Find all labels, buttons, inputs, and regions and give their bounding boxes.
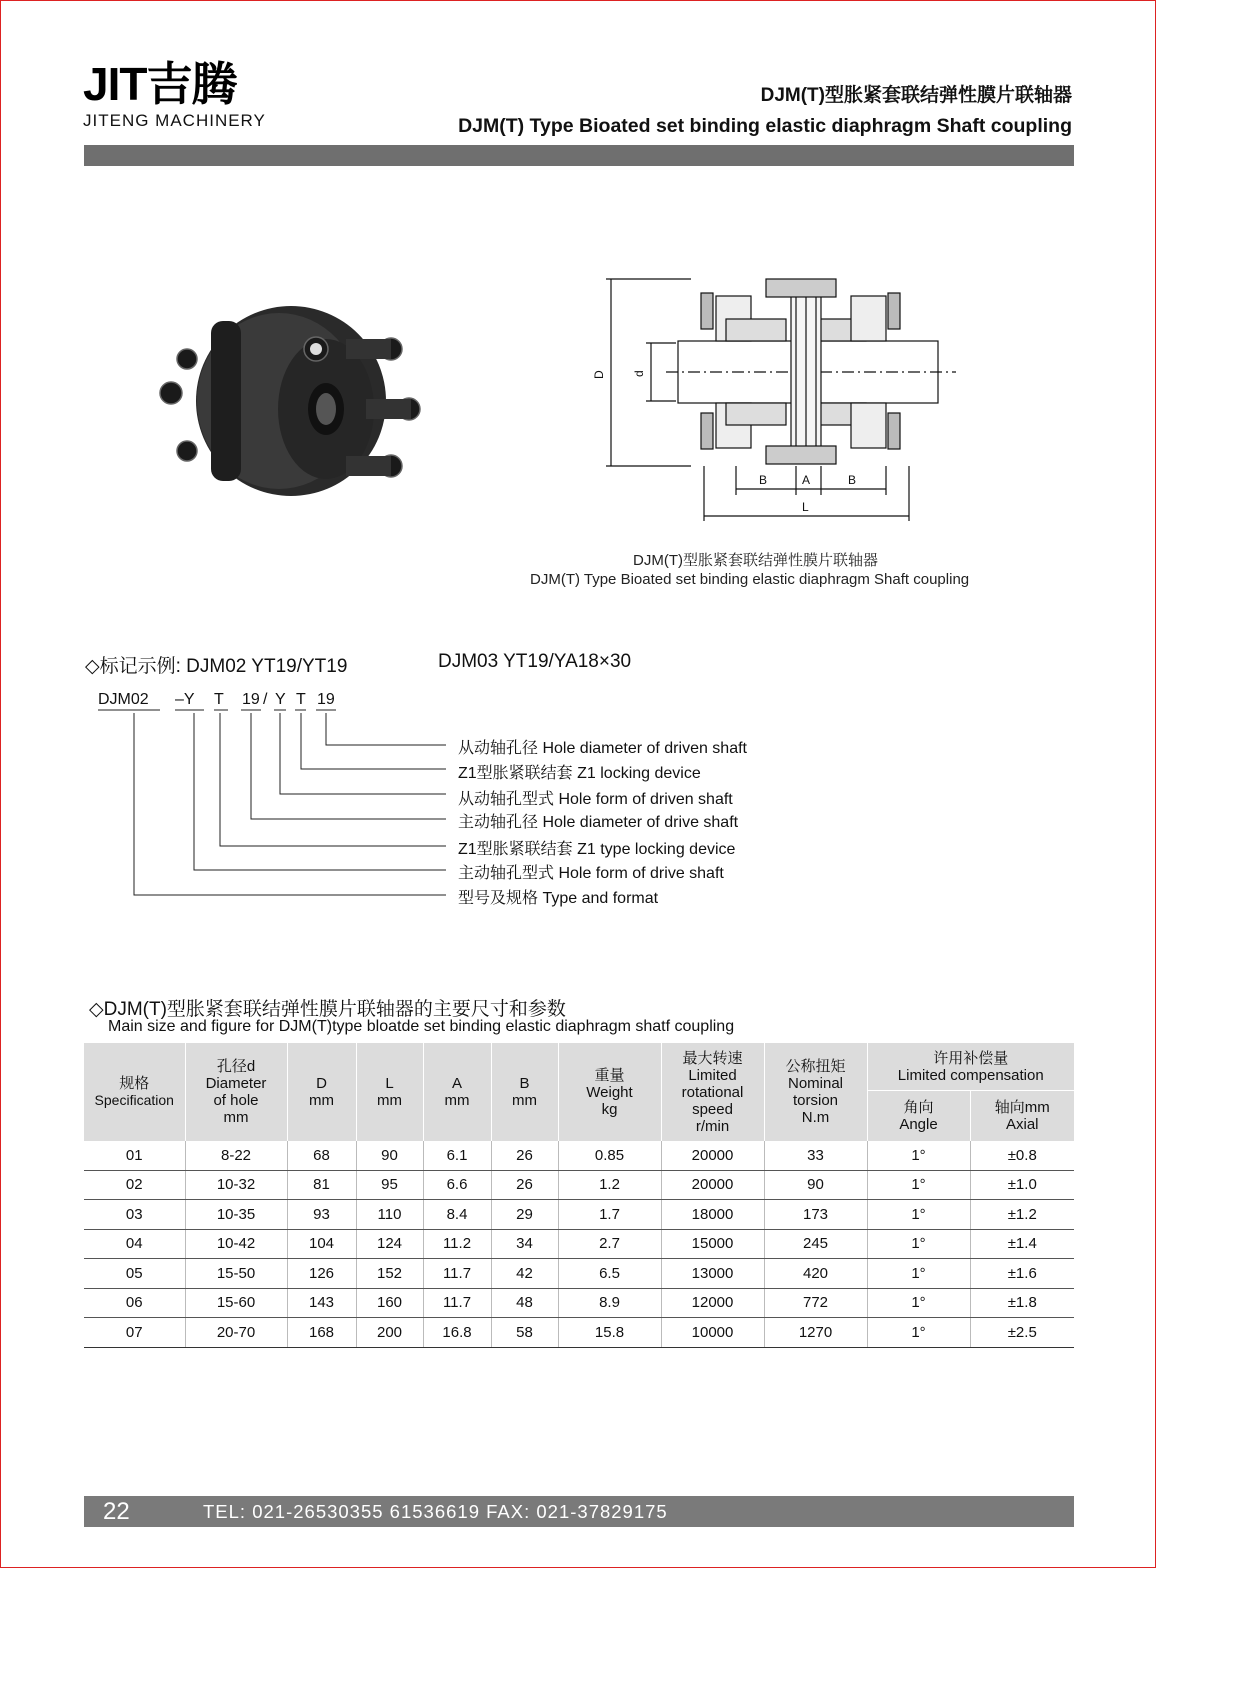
dim-d-label: d <box>632 370 646 377</box>
figure-caption-en: DJM(T) Type Bioated set binding elastic diaphragm Shaft coupling <box>530 571 970 588</box>
code-part-drive-hole-form: –Y <box>175 691 195 708</box>
cell-speed: 18000 <box>661 1200 764 1230</box>
cell-torsion: 90 <box>764 1170 867 1200</box>
cell-D: 68 <box>287 1141 356 1170</box>
cell-speed: 20000 <box>661 1170 764 1200</box>
header-speed-line5: r/min <box>695 1117 730 1135</box>
header-hole <box>185 1043 287 1141</box>
cell-B: 26 <box>491 1170 558 1200</box>
header-D-line2: mm <box>309 1092 334 1109</box>
cell-L: 200 <box>356 1318 423 1348</box>
header-angle <box>867 1091 970 1142</box>
header-hole-line2: Diameter <box>205 1075 267 1092</box>
cell-hole: 15-60 <box>185 1288 287 1318</box>
header-L-line2: mm <box>377 1092 402 1109</box>
cell-D: 126 <box>287 1259 356 1289</box>
cell-weight: 15.8 <box>558 1318 661 1348</box>
header-compensation <box>867 1043 1074 1091</box>
cell-spec: 06 <box>84 1288 185 1318</box>
header-comp-line1: 许用补偿量 <box>933 1049 1009 1067</box>
cell-L: 95 <box>356 1170 423 1200</box>
code-part-driven-hole-form: Y <box>275 691 286 708</box>
coupling-section-drawing <box>592 271 961 526</box>
header-A-line1: A <box>451 1075 462 1092</box>
cell-B: 34 <box>491 1229 558 1259</box>
dim-L-label: L <box>802 500 809 514</box>
header-weight-line2: Weight <box>586 1083 633 1101</box>
cell-axial: ±1.2 <box>970 1200 1074 1230</box>
dim-D-label: D <box>592 370 606 379</box>
cell-torsion: 33 <box>764 1141 867 1170</box>
header-L-line1: L <box>385 1075 394 1092</box>
header-hole-line1: 孔径d <box>216 1058 256 1075</box>
cell-speed: 10000 <box>661 1318 764 1348</box>
header-torsion-line4: N.m <box>801 1109 830 1126</box>
header-torsion-line1: 公称扭矩 <box>785 1058 846 1075</box>
code-part-slash: / <box>263 691 268 708</box>
table-row <box>84 1200 1074 1230</box>
brand-logo: JIT吉腾 <box>83 58 237 110</box>
legend-type-format: 型号及规格 Type and format <box>458 890 659 907</box>
header-B <box>491 1043 558 1141</box>
page-title-cn: DJM(T)型胀紧套联结弹性膜片联轴器 <box>760 85 1072 106</box>
cell-weight: 6.5 <box>558 1259 661 1289</box>
cell-hole: 8-22 <box>185 1141 287 1170</box>
header-speed-line3: rotational <box>681 1083 744 1101</box>
legend-drive-locking: Z1型胀紧联结套 Z1 type locking device <box>458 841 736 858</box>
cell-angle: 1° <box>867 1141 970 1170</box>
header-angle-line1: 角向 <box>903 1099 934 1116</box>
cell-torsion: 772 <box>764 1288 867 1318</box>
cell-A: 8.4 <box>423 1200 491 1230</box>
header-A <box>423 1043 491 1141</box>
header-speed <box>661 1043 764 1141</box>
cell-L: 124 <box>356 1229 423 1259</box>
cell-torsion: 173 <box>764 1200 867 1230</box>
cell-D: 168 <box>287 1318 356 1348</box>
header-L <box>356 1043 423 1141</box>
cell-angle: 1° <box>867 1170 970 1200</box>
table-row <box>84 1288 1074 1318</box>
header-speed-line4: speed <box>692 1100 733 1118</box>
header-D <box>287 1043 356 1141</box>
header-angle-line2: Angle <box>899 1116 938 1133</box>
cell-L: 90 <box>356 1141 423 1170</box>
header-axial-line2: Axial <box>1005 1116 1039 1133</box>
cell-D: 93 <box>287 1200 356 1230</box>
header-spec-cn: 规格 <box>119 1075 150 1092</box>
table-row <box>84 1170 1074 1200</box>
cell-L: 110 <box>356 1200 423 1230</box>
table-subtitle: Main size and figure for DJM(T)type bloatde set binding elastic diaphragm shatf coupling <box>108 1018 735 1035</box>
cell-speed: 15000 <box>661 1229 764 1259</box>
cell-weight: 1.2 <box>558 1170 661 1200</box>
cell-angle: 1° <box>867 1288 970 1318</box>
cell-A: 11.7 <box>423 1288 491 1318</box>
header-divider-bar <box>84 145 1074 166</box>
cell-spec: 01 <box>84 1141 185 1170</box>
cell-hole: 10-42 <box>185 1229 287 1259</box>
table-row <box>84 1259 1074 1289</box>
cell-spec: 03 <box>84 1200 185 1230</box>
cell-weight: 8.9 <box>558 1288 661 1318</box>
cell-hole: 10-32 <box>185 1170 287 1200</box>
page-title-en: DJM(T) Type Bioated set binding elastic diaphragm Shaft coupling <box>458 115 1072 137</box>
code-part-model: DJM02 <box>98 691 149 708</box>
parameter-table <box>84 1043 1074 1348</box>
cell-L: 160 <box>356 1288 423 1318</box>
cell-A: 11.2 <box>423 1229 491 1259</box>
legend-driven-hole-form: 从动轴孔型式 Hole form of driven shaft <box>458 791 733 808</box>
table-title: ◇DJM(T)型胀紧套联结弹性膜片联轴器的主要尺寸和参数 <box>89 999 566 1020</box>
header-speed-line1: 最大转速 <box>682 1049 743 1067</box>
legend-driven-diameter: 从动轴孔径 Hole diameter of driven shaft <box>458 740 747 757</box>
dim-B-left-label: B <box>759 473 768 487</box>
cell-B: 42 <box>491 1259 558 1289</box>
legend-drive-hole-form: 主动轴孔型式 Hole form of drive shaft <box>458 865 724 882</box>
header-torsion <box>764 1043 867 1141</box>
cell-speed: 13000 <box>661 1259 764 1289</box>
cell-A: 6.6 <box>423 1170 491 1200</box>
cell-angle: 1° <box>867 1259 970 1289</box>
cell-A: 6.1 <box>423 1141 491 1170</box>
cell-B: 29 <box>491 1200 558 1230</box>
cell-D: 143 <box>287 1288 356 1318</box>
header-hole-line3: of hole <box>213 1092 259 1109</box>
cell-hole: 15-50 <box>185 1259 287 1289</box>
cell-axial: ±2.5 <box>970 1318 1074 1348</box>
cell-D: 104 <box>287 1229 356 1259</box>
header-spec <box>84 1043 185 1141</box>
cell-spec: 05 <box>84 1259 185 1289</box>
header-torsion-line3: torsion <box>792 1092 839 1109</box>
cell-speed: 12000 <box>661 1288 764 1318</box>
cell-weight: 0.85 <box>558 1141 661 1170</box>
header-comp-line2: Limited compensation <box>897 1066 1044 1084</box>
coupling-photo <box>151 301 421 501</box>
cell-angle: 1° <box>867 1200 970 1230</box>
cell-hole: 20-70 <box>185 1318 287 1348</box>
header-B-line1: B <box>519 1075 530 1092</box>
header-hole-line4: mm <box>223 1109 249 1126</box>
table-row <box>84 1141 1074 1170</box>
header-D-line1: D <box>316 1075 327 1092</box>
header-weight-line3: kg <box>601 1100 618 1118</box>
cell-speed: 20000 <box>661 1141 764 1170</box>
cell-axial: ±1.6 <box>970 1259 1074 1289</box>
header-axial <box>970 1091 1074 1142</box>
cell-weight: 2.7 <box>558 1229 661 1259</box>
code-part-drive-locking: T <box>214 691 224 708</box>
brand-subtitle: JITENG MACHINERY <box>83 111 266 130</box>
code-part-driven-locking: T <box>296 691 306 708</box>
cell-L: 152 <box>356 1259 423 1289</box>
cell-angle: 1° <box>867 1229 970 1259</box>
header-weight-line1: 重量 <box>594 1066 625 1084</box>
code-part-driven-diameter: 19 <box>317 691 335 708</box>
figure-caption-cn: DJM(T)型胀紧套联结弹性膜片联轴器 <box>633 552 878 569</box>
header-weight <box>558 1043 661 1141</box>
cell-weight: 1.7 <box>558 1200 661 1230</box>
dim-B-right-label: B <box>848 473 857 487</box>
code-part-drive-diameter: 19 <box>242 691 260 708</box>
legend-driven-locking: Z1型胀紧联结套 Z1 locking device <box>458 765 701 782</box>
cell-axial: ±0.8 <box>970 1141 1074 1170</box>
cell-axial: ±1.0 <box>970 1170 1074 1200</box>
header-B-line2: mm <box>512 1092 537 1109</box>
header-A-line2: mm <box>444 1092 470 1109</box>
cell-spec: 04 <box>84 1229 185 1259</box>
cell-torsion: 1270 <box>764 1318 867 1348</box>
table-row <box>84 1318 1074 1348</box>
marking-example-2: DJM03 YT19/YA18×30 <box>438 651 632 672</box>
cell-axial: ±1.4 <box>970 1229 1074 1259</box>
cell-angle: 1° <box>867 1318 970 1348</box>
header-speed-line2: Limited <box>688 1066 737 1084</box>
cell-B: 26 <box>491 1141 558 1170</box>
cell-B: 48 <box>491 1288 558 1318</box>
footer-contact: TEL: 021-26530355 61536619 FAX: 021-37829175 <box>203 1501 668 1522</box>
cell-hole: 10-35 <box>185 1200 287 1230</box>
cell-D: 81 <box>287 1170 356 1200</box>
dim-A-label: A <box>802 473 811 487</box>
marking-example-title: ◇标记示例: DJM02 YT19/YT19 <box>85 656 348 677</box>
cell-torsion: 245 <box>764 1229 867 1259</box>
cell-torsion: 420 <box>764 1259 867 1289</box>
header-axial-line1: 轴向mm <box>994 1099 1050 1116</box>
cell-A: 16.8 <box>423 1318 491 1348</box>
table-row <box>84 1229 1074 1259</box>
cell-axial: ±1.8 <box>970 1288 1074 1318</box>
cell-B: 58 <box>491 1318 558 1348</box>
legend-drive-diameter: 主动轴孔径 Hole diameter of drive shaft <box>458 814 739 831</box>
header-torsion-line2: Nominal <box>787 1075 844 1092</box>
cell-spec: 07 <box>84 1318 185 1348</box>
header-spec-en: Specification <box>94 1092 174 1108</box>
page-number: 22 <box>103 1498 130 1525</box>
cell-A: 11.7 <box>423 1259 491 1289</box>
cell-spec: 02 <box>84 1170 185 1200</box>
